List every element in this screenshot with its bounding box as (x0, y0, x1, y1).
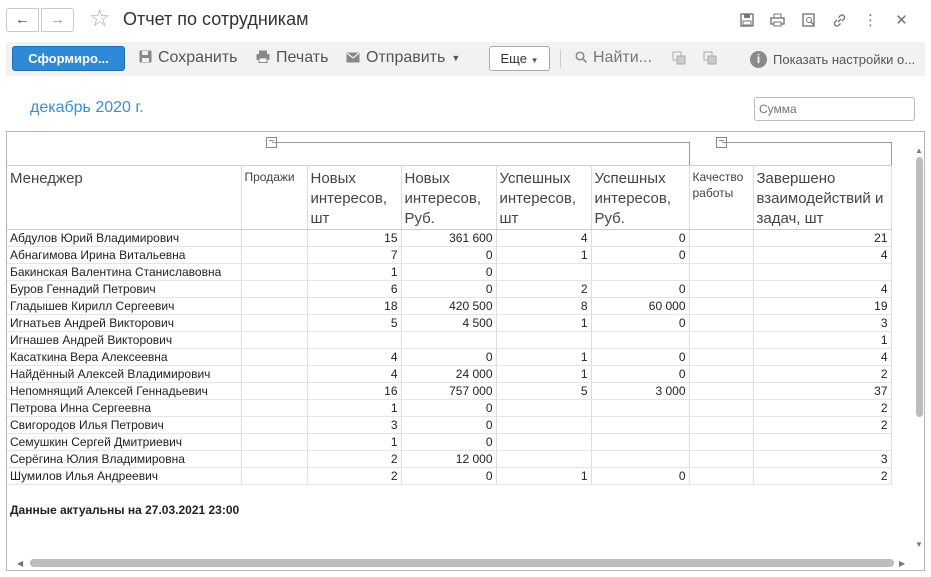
table-cell (241, 434, 307, 451)
table-cell: 0 (591, 315, 689, 332)
table-cell (753, 434, 891, 451)
table-cell (401, 332, 496, 349)
more-vertical-icon[interactable]: ⋮ (863, 12, 878, 29)
table-cell: 4 (753, 281, 891, 298)
window-title: Отчет по сотрудникам (123, 9, 309, 29)
table-cell: 18 (307, 298, 401, 315)
table-row[interactable] (7, 298, 891, 315)
printer-icon (256, 50, 270, 66)
scroll-down-icon[interactable]: ▼ (915, 540, 923, 549)
generate-button[interactable]: Сформиро... (12, 46, 125, 71)
table-cell: 3 (753, 451, 891, 468)
table-cell: 1 (496, 349, 591, 366)
table-cell (241, 247, 307, 264)
table-cell (241, 383, 307, 400)
table-cell: Абнагимова Ирина Витальевна (7, 247, 241, 264)
column-header-success-rub: Успешных интересов, Руб. (591, 166, 689, 230)
table-cell (689, 366, 753, 383)
table-cell (241, 298, 307, 315)
show-settings-button[interactable] (750, 51, 915, 68)
send-button[interactable] (346, 49, 460, 67)
table-cell (689, 468, 753, 485)
table-cell: 3 (753, 315, 891, 332)
table-row[interactable] (7, 366, 891, 383)
table-cell: 1 (307, 434, 401, 451)
send-label: Отправить (366, 49, 446, 66)
data-actual-note: Данные актуальны на 27.03.2021 23:00 (10, 503, 240, 517)
table-cell: 4 (753, 349, 891, 366)
table-row[interactable] (7, 349, 891, 366)
group-bracket (722, 142, 892, 165)
table-cell: 5 (496, 383, 591, 400)
collapse-group-icon[interactable]: − (266, 137, 277, 148)
table-cell (241, 332, 307, 349)
table-cell: 1 (496, 315, 591, 332)
more-label: Еще (500, 51, 527, 66)
print-button[interactable] (256, 49, 328, 67)
print-label: Печать (276, 49, 329, 66)
table-cell: 1 (496, 247, 591, 264)
column-header-manager: Менеджер (7, 166, 241, 230)
table-cell (241, 264, 307, 281)
table-cell: Петрова Инна Сергеевна (7, 400, 241, 417)
table-cell (689, 434, 753, 451)
table-cell: 4 (753, 247, 891, 264)
table-cell (496, 451, 591, 468)
table-cell: 0 (401, 264, 496, 281)
table-row[interactable] (7, 315, 891, 332)
table-cell: 24 000 (401, 366, 496, 383)
table-cell: 1 (307, 264, 401, 281)
table-cell (591, 434, 689, 451)
table-cell (591, 417, 689, 434)
find-label: Найти... (593, 49, 652, 66)
table-cell: 2 (496, 281, 591, 298)
table-cell (591, 400, 689, 417)
table-row[interactable] (7, 434, 891, 451)
table-cell: Бакинская Валентина Станиславовна (7, 264, 241, 281)
table-cell (496, 434, 591, 451)
table-cell: 420 500 (401, 298, 496, 315)
scroll-left-icon[interactable]: ◀ (17, 559, 24, 568)
table-cell: Серёгина Юлия Владимировна (7, 451, 241, 468)
table-row[interactable] (7, 230, 891, 247)
table-cell: 4 (307, 366, 401, 383)
table-cell: Семушкин Сергей Дмитриевич (7, 434, 241, 451)
scroll-right-icon[interactable]: ▶ (899, 559, 906, 568)
table-cell (241, 468, 307, 485)
forward-button[interactable]: → (41, 8, 74, 32)
vertical-scroll-thumb[interactable] (916, 157, 923, 417)
table-cell: 19 (753, 298, 891, 315)
table-cell: 12 000 (401, 451, 496, 468)
title-bar (0, 0, 931, 40)
table-cell: 0 (591, 366, 689, 383)
table-cell (241, 349, 307, 366)
table-cell (241, 230, 307, 247)
table-cell (689, 400, 753, 417)
table-cell: 0 (401, 400, 496, 417)
info-icon: i (750, 51, 767, 68)
table-row[interactable] (7, 383, 891, 400)
envelope-icon (346, 51, 360, 66)
copy-icon-button[interactable] (672, 51, 687, 65)
table-cell (241, 281, 307, 298)
table-cell: Найдённый Алексей Владимирович (7, 366, 241, 383)
table-cell: 60 000 (591, 298, 689, 315)
more-caret-icon: ▼ (530, 56, 539, 65)
table-row[interactable] (7, 417, 891, 434)
report-table-body (7, 230, 891, 485)
window-tools (731, 10, 917, 30)
table-cell (591, 451, 689, 468)
table-cell: Игнатьев Андрей Викторович (7, 315, 241, 332)
scroll-up-icon[interactable]: ▲ (915, 146, 923, 155)
table-cell: Касаткина Вера Алексеевна (7, 349, 241, 366)
table-cell (496, 264, 591, 281)
copy-icon (672, 51, 687, 65)
more-button[interactable] (489, 46, 550, 71)
table-cell: 757 000 (401, 383, 496, 400)
table-row[interactable] (7, 400, 891, 417)
column-header-success-count: Успешных интересов, шт (496, 166, 591, 230)
table-cell: 15 (307, 230, 401, 247)
table-cell: Непомнящий Алексей Геннадьевич (7, 383, 241, 400)
report-area (6, 131, 925, 571)
table-cell (689, 298, 753, 315)
close-icon[interactable]: ✕ (895, 12, 908, 29)
table-cell: 2 (307, 451, 401, 468)
save-button[interactable] (139, 49, 238, 67)
table-cell: 0 (591, 230, 689, 247)
group-bracket (272, 142, 690, 165)
table-cell: 361 600 (401, 230, 496, 247)
table-cell: 7 (307, 247, 401, 264)
table-row[interactable] (7, 264, 891, 281)
table-cell: 1 (496, 468, 591, 485)
table-cell: 0 (591, 247, 689, 264)
table-cell (689, 264, 753, 281)
favorite-star-icon[interactable]: ☆ (89, 5, 111, 32)
table-cell (241, 315, 307, 332)
print-icon[interactable] (762, 10, 793, 30)
table-cell: 0 (591, 468, 689, 485)
table-cell: 1 (753, 332, 891, 349)
table-row[interactable] (7, 468, 891, 485)
table-cell: 5 (307, 315, 401, 332)
table-cell (689, 383, 753, 400)
table-cell: 3 000 (591, 383, 689, 400)
horizontal-scroll-thumb[interactable] (30, 559, 894, 567)
table-cell: Буров Геннадий Петрович (7, 281, 241, 298)
table-cell: 0 (401, 417, 496, 434)
table-cell (241, 451, 307, 468)
copy-alt-icon (703, 51, 718, 65)
table-row[interactable] (7, 281, 891, 298)
table-cell: Свигородов Илья Петрович (7, 417, 241, 434)
table-cell (689, 349, 753, 366)
table-cell: 0 (401, 349, 496, 366)
column-header-new-interests-count: Новых интересов, шт (307, 166, 401, 230)
period-link[interactable]: декабрь 2020 г. (30, 99, 144, 116)
sum-field[interactable] (754, 97, 915, 121)
table-cell (496, 400, 591, 417)
search-icon (575, 51, 587, 66)
table-cell (689, 451, 753, 468)
find-button[interactable] (575, 49, 652, 67)
table-cell: 8 (496, 298, 591, 315)
table-cell: 6 (307, 281, 401, 298)
table-cell (591, 264, 689, 281)
show-settings-label: Показать настройки о... (773, 52, 916, 67)
table-cell: 0 (401, 468, 496, 485)
table-cell: 1 (496, 366, 591, 383)
table-cell: 0 (401, 434, 496, 451)
table-cell (689, 417, 753, 434)
table-cell: 21 (753, 230, 891, 247)
back-button[interactable]: ← (6, 8, 39, 32)
table-cell: Игнашев Андрей Викторович (7, 332, 241, 349)
column-header-quality: Качество работы (689, 166, 753, 230)
table-cell: 0 (591, 349, 689, 366)
command-bar (6, 42, 925, 76)
table-cell (689, 315, 753, 332)
table-row[interactable] (7, 332, 891, 349)
dropdown-caret-icon: ▼ (451, 53, 461, 63)
column-header-new-interests-rub: Новых интересов, Руб. (401, 166, 496, 230)
table-cell: 16 (307, 383, 401, 400)
table-cell: 0 (401, 281, 496, 298)
table-cell: 4 (496, 230, 591, 247)
link-icon[interactable] (824, 10, 855, 30)
table-cell: 2 (753, 400, 891, 417)
table-cell: 37 (753, 383, 891, 400)
table-cell: 2 (753, 468, 891, 485)
table-cell (241, 366, 307, 383)
table-cell: Гладышев Кирилл Сергеевич (7, 298, 241, 315)
table-cell (241, 417, 307, 434)
table-cell: 0 (401, 247, 496, 264)
table-cell: 1 (307, 400, 401, 417)
copy-alt-icon-button[interactable] (703, 51, 718, 65)
preview-icon[interactable] (793, 10, 824, 30)
report-table (7, 165, 892, 485)
save-label: Сохранить (158, 49, 238, 66)
table-cell: 4 (307, 349, 401, 366)
save-icon (139, 50, 152, 66)
table-cell (241, 400, 307, 417)
table-cell (689, 332, 753, 349)
table-cell: 4 500 (401, 315, 496, 332)
table-row[interactable] (7, 451, 891, 468)
table-cell: 0 (591, 281, 689, 298)
collapse-group-icon[interactable]: − (716, 137, 727, 148)
table-cell: Абдулов Юрий Владимирович (7, 230, 241, 247)
table-cell (591, 332, 689, 349)
table-cell (689, 247, 753, 264)
table-cell: 3 (307, 417, 401, 434)
table-cell: Шумилов Илья Андреевич (7, 468, 241, 485)
table-cell: 2 (753, 417, 891, 434)
table-cell (753, 264, 891, 281)
vertical-scrollbar[interactable] (914, 155, 924, 550)
table-cell (496, 417, 591, 434)
table-cell (689, 230, 753, 247)
table-cell (496, 332, 591, 349)
save-disk-icon[interactable] (731, 10, 762, 30)
table-cell: 2 (753, 366, 891, 383)
column-header-completed: Завершено взаимодействий и задач, шт (753, 166, 891, 230)
table-row[interactable] (7, 247, 891, 264)
column-header-sales: Продажи (241, 166, 307, 230)
table-cell (307, 332, 401, 349)
table-cell (689, 281, 753, 298)
toolbar-divider (560, 50, 561, 68)
table-cell: 2 (307, 468, 401, 485)
